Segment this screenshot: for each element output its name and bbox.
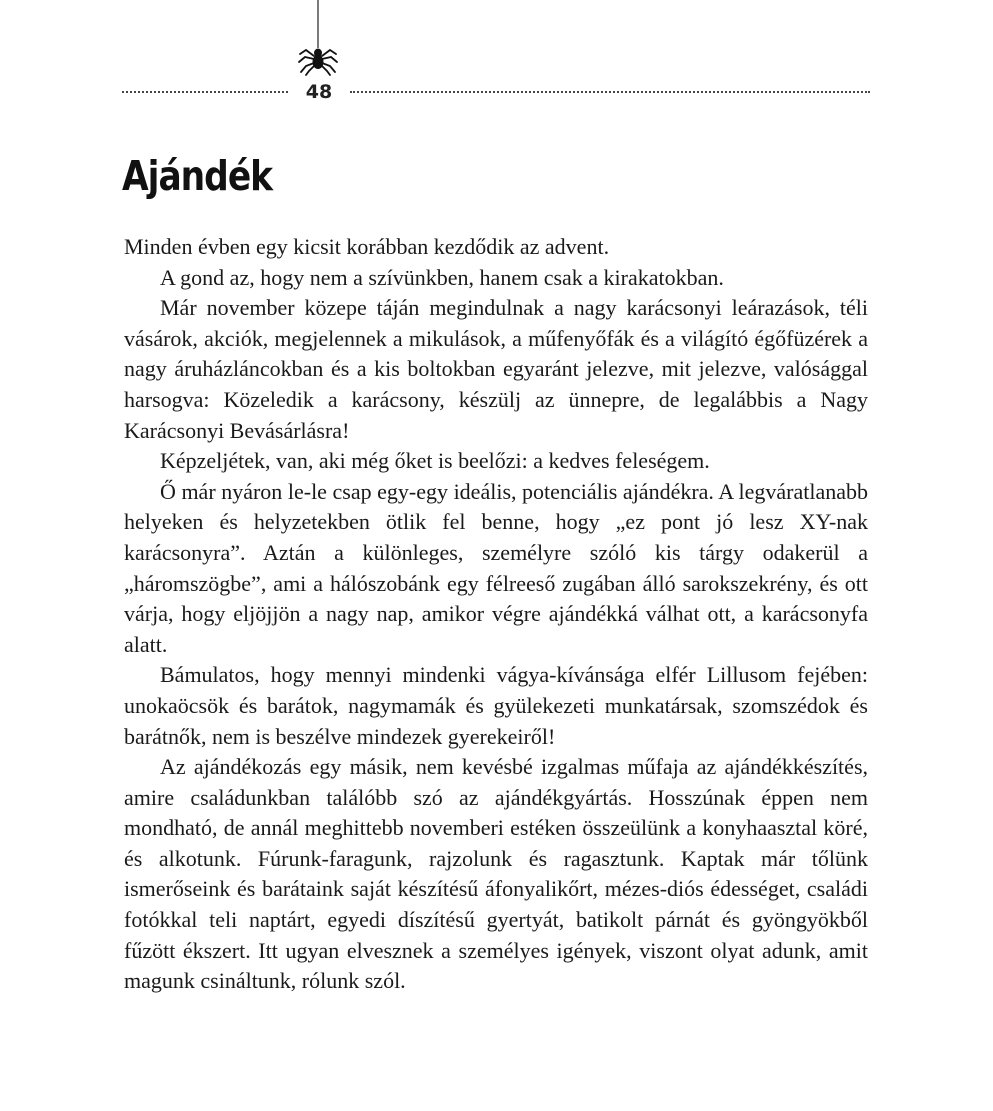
paragraph: Bámulatos, hogy mennyi mindenki vágya-kívánsága elfér Lillusom fejében: unokaöcsök és barátok, nagymamák és gyülekezeti munkatársak, szomszédok és barátnők, nem is beszélve mindezek gyerekeiről! (124, 662, 868, 749)
paragraph: Minden évben egy kicsit korábban kezdődik az advent. (124, 234, 610, 259)
body-text (124, 232, 868, 997)
paragraph: Ő már nyáron le-le csap egy-egy ideális, potenciális ajándékra. A legváratlanabb helyeken és helyzetekben ötlik fel benne, hogy „ez pont jó lesz XY-nak karácsonyra”. Aztán a különleges, személyre szóló kis tárgy odakerül a „háromszögbe”, ami a hálószobánk egy félreeső zugában álló sarokszekrény, és ott várja, hogy eljöjjön a nagy nap, amikor végre ajándékká válhat ott, a karácsonyfa alatt. (124, 478, 868, 657)
paragraph: Az ajándékozás egy másik, nem kevésbé izgalmas műfaja az ajándékkészítés, amire családunkban találóbb szó az ajándékgyártás. Hosszúnak éppen nem mondható, de annál meghittebb novemberi estéken összeülünk a konyhaasztal köré, és alkotunk. Fúrunk-faragunk, rajzolunk és ragasztunk. Kaptak már tőlünk ismerőseink és barátaink saját készítésű áfonyalikőrt, mézes-diós édességet, családi fotókkal teli naptárt, egyedi díszítésű gyertyát, batikolt párnát és gyöngyökből fűzött ékszert. Itt ugyan elvesznek a személyes igények, viszont olyat adunk, amit magunk csináltunk, rólunk szól. (124, 754, 868, 994)
paragraph: Képzeljétek, van, aki még őket is beelőzi: a kedves feleségem. (160, 448, 710, 474)
spider-icon (296, 0, 340, 76)
running-header (122, 78, 870, 106)
paragraph: A gond az, hogy nem a szívünkben, hanem csak a kirakatokban. (160, 264, 724, 290)
chapter-title: Ajándék (122, 152, 273, 200)
page-number: 48 (305, 81, 333, 103)
dotted-rule-right (350, 91, 870, 93)
paragraph: Már november közepe táján megindulnak a nagy karácsonyi leárazások, téli vásárok, akciók, megjelennek a mikulások, a műfenyőfák és a világító égőfüzérek a nagy áruházláncokban és a kis boltokban egyaránt jelezve, mit jelezve, valósággal harsogva: Közeledik a karácsony, készülj az ünnepre, de legalábbis a Nagy Karácsonyi Bevásárlásra! (124, 295, 868, 443)
dotted-rule-left (122, 91, 288, 93)
